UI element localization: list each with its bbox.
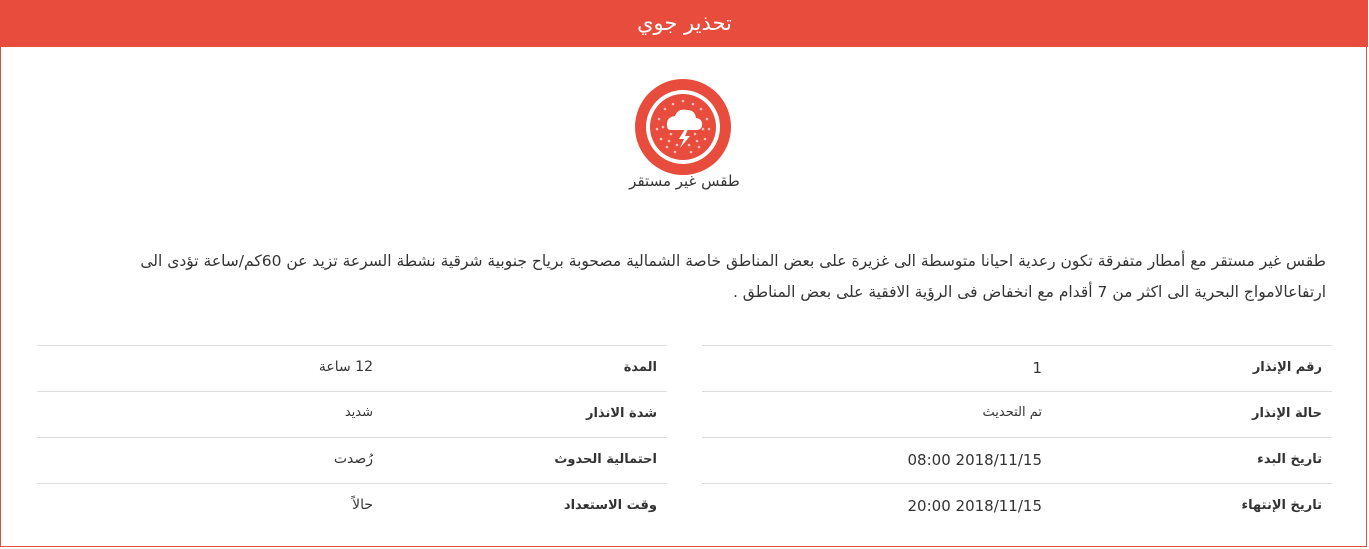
- table-row: [37, 483, 667, 530]
- end-date-label: تاريخ الإنتهاء: [1241, 498, 1322, 513]
- warning-status-label: حالة الإنذار: [1251, 406, 1322, 421]
- warning-description: [41, 246, 1326, 308]
- table-row: [37, 391, 667, 437]
- details-table-left: [37, 345, 667, 530]
- severity-label: شدة الانذار: [586, 406, 657, 421]
- severity-value: شديد: [344, 405, 373, 420]
- start-date-value: 2018/11/15 08:00: [907, 451, 1042, 469]
- warning-number-label: رقم الإنذار: [1252, 360, 1322, 375]
- table-row: [702, 483, 1332, 530]
- warning-title: تحذير جوي: [637, 11, 732, 35]
- readiness-time-value: حالاً: [352, 497, 373, 513]
- duration-label: المدة: [623, 360, 657, 375]
- table-row: [702, 437, 1332, 483]
- description-line-2: ارتفاعالامواج البحرية الى اكثر من 7 أقدام مع انخفاض فى الرؤية الافقية على بعض المناطق .: [732, 283, 1326, 301]
- duration-value: 12 ساعة: [318, 359, 373, 375]
- warning-status-value: تم التحديث: [982, 405, 1042, 420]
- start-date-label: تاريخ البدء: [1257, 452, 1322, 467]
- readiness-time-label: وقت الاستعداد: [563, 498, 657, 513]
- probability-label: احتمالية الحدوث: [554, 452, 657, 467]
- table-row: [702, 391, 1332, 437]
- probability-value: رُصدت: [333, 451, 373, 467]
- warning-number-value: 1: [1032, 359, 1042, 377]
- thunderstorm-icon: [635, 79, 731, 175]
- description-line-1: طقس غير مستقر مع أمطار متفرقة تكون رعدية احيانا متوسطة الى غزيرة على بعض المناطق خاصة الشمالية مصحوبة برياح جنوبية شرقية نشطة السرعة تزيد عن 60كم/ساعة تؤدى الى: [140, 252, 1326, 270]
- table-row: [37, 345, 667, 391]
- warning-header: [1, 0, 1368, 47]
- table-row: [37, 437, 667, 483]
- table-row: [702, 345, 1332, 391]
- details-table-right: [702, 345, 1332, 530]
- condition-label: طقس غير مستقر: [629, 172, 740, 190]
- end-date-value: 2018/11/15 20:00: [907, 497, 1042, 515]
